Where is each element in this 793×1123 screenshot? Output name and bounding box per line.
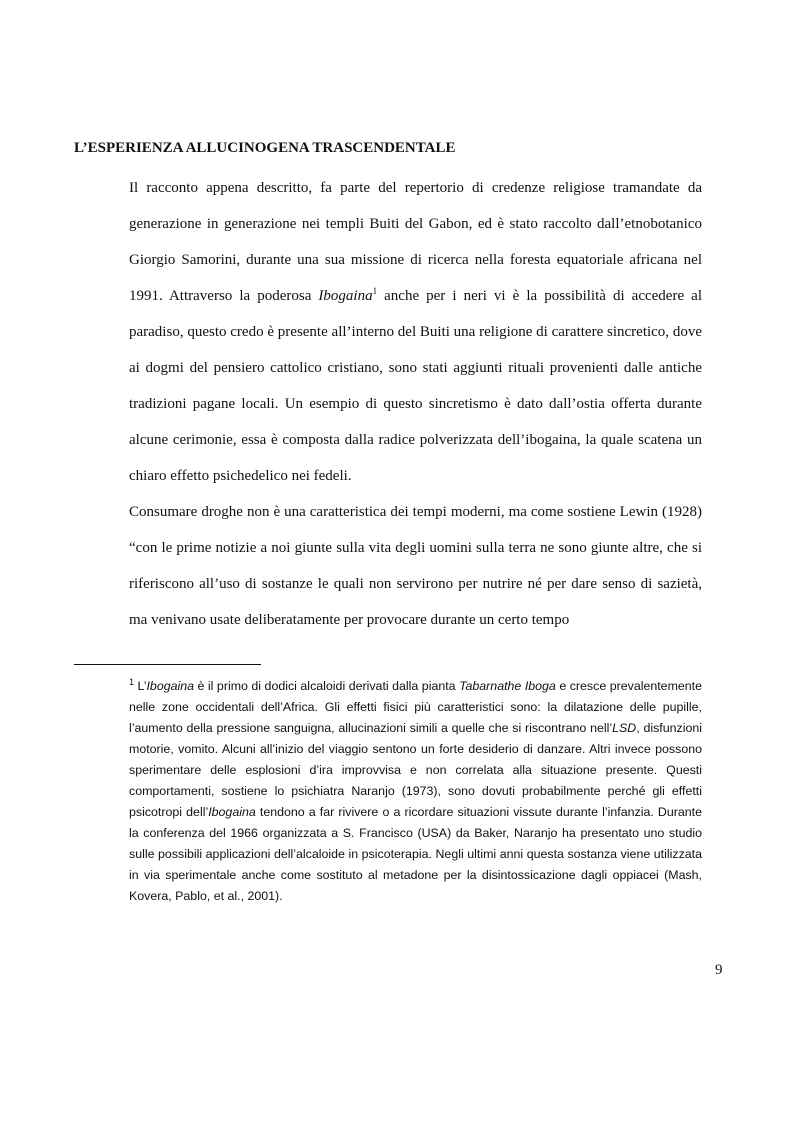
paragraph-1-part-1: Il racconto appena descritto, fa parte del repertorio di credenze religiose tramandate da generazione in generazione nei templi Buiti del Gabon, ed è stato raccolto dall’etnobotanico Giorgio Samorini, durante una sua missione di ricerca nella foresta equatoriale africana nel 1991. Attraverso la poderosa [129,180,702,304]
ibogaina-term: Ibogaina [318,288,373,304]
footnote-reference[interactable]: 1 [372,286,378,296]
footnote-text-4: , disfunzioni motorie, vomito. Alcuni all’inizio del viaggio sentono un forte desiderio di danzare. Altri invece possono sperimentare delle esplosioni d’ira improvvisa e non correlata alla situazione presente. Questi comportamenti, sostiene lo psichiatra Naranjo (1973), sono dovuti probabilmente perché gli effetti psicotropi dell’ [129,721,703,819]
footnote [129,676,702,907]
footnote-number: 1 [129,676,135,687]
footnote-text-1: L’ [134,679,147,693]
footnote-text-3: e cresce prevalentemente nelle zone occidentali dell’Africa. Gli effetti fisici più caratteristici sono: la dilatazione delle pupille, l’aumento della pressione sanguigna, allucinazioni simili a quelle che si riscontrano nell’ [129,679,703,735]
footnote-text-2: è il primo di dodici alcaloidi derivati dalla pianta [194,679,460,693]
paragraph-1-part-2: anche per i neri vi è la possibilità di accedere al paradiso, questo credo è presente all’interno del Buiti una religione di carattere sincretico, dove ai dogmi del pensiero cattolico cristiano, sono stati aggiunti rituali provenienti dalle antiche tradizioni pagane locali. Un esempio di questo sincretismo è dato dall’ostia offerta durante alcune cerimonie, essa è composta dalla radice polverizzata dell’ibogaina, la quale scatena un chiaro effetto psichedelico nei fedeli. [129,288,702,484]
paragraph-2: Consumare droghe non è una caratteristica dei tempi moderni, ma come sostiene Lewin (1928) “con le prime notizie a noi giunte sulla vita degli uomini sulla terra ne sono giunte altre, che si riferiscono all’uso di sostanze le quali non servirono per nutrire né per dare senso di sazietà, ma venivano usate deliberatamente per provocare durante un certo tempo [129,504,702,628]
footnote-italic-ibogaina: Ibogaina [146,679,195,693]
page-number: 9 [715,962,723,978]
footnote-text-5: tendono a far rivivere o a ricordare situazioni vissute durante l’infanzia. Durante la conferenza del 1966 organizzata a S. Francisco (USA) da Baker, Naranjo ha presentato uno studio sulle possibili applicazioni dell’alcaloide in psicoterapia. Negli ultimi anni questa sostanza viene utilizzata in via sperimentale anche come sostituto al metadone per la disintossicazione dagli oppiacei (Mash, Kovera, Pablo, et al., 2001). [129,805,702,903]
paragraph-1 [129,170,702,494]
footnote-italic-ibogaina-2: Ibogaina [208,805,256,819]
footnote-italic-tabarnathe: Tabarnathe Iboga [459,679,556,693]
footnote-separator [74,664,261,665]
body-text [129,170,702,638]
section-heading: L’ESPERIENZA ALLUCINOGENA TRASCENDENTALE [74,140,456,156]
footnote-italic-lsd: LSD [612,721,637,735]
